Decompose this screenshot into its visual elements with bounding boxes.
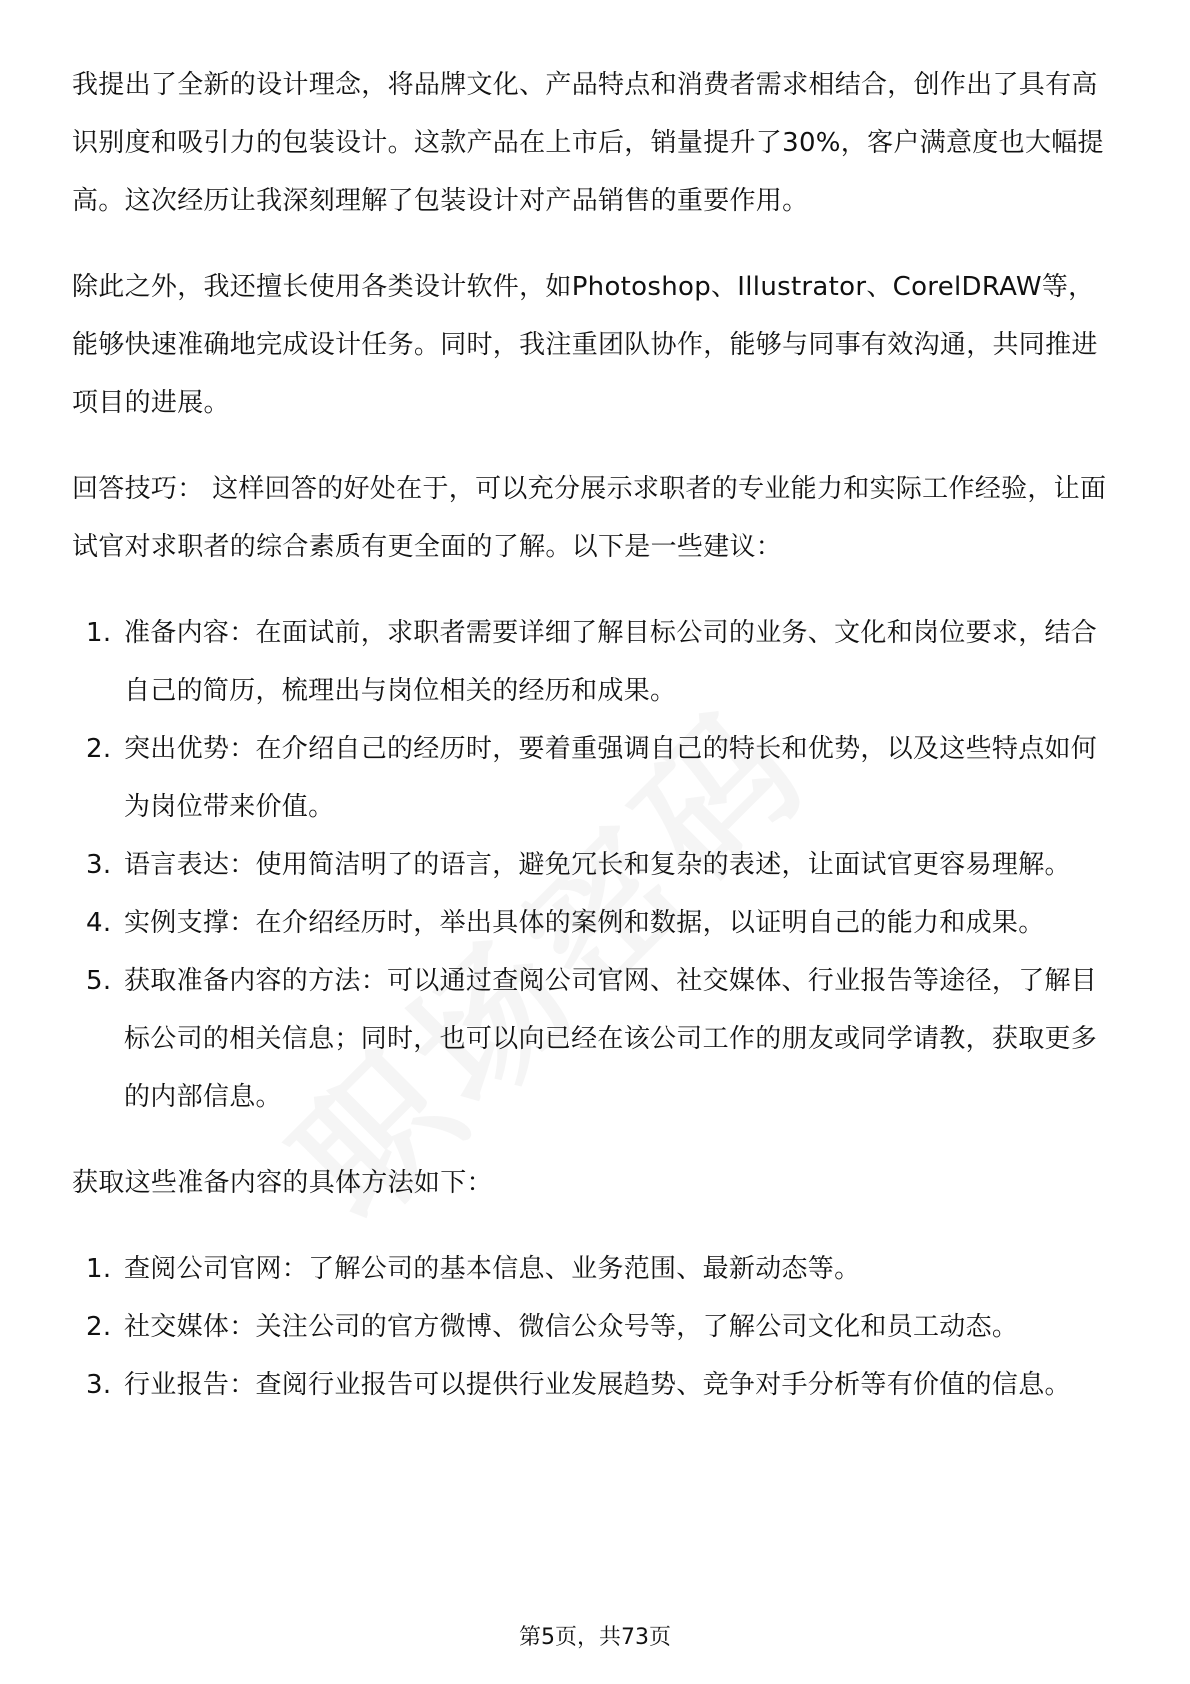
list-item xyxy=(72,1298,1118,1356)
list-item-text: 实例支撑：在介绍经历时，举出具体的案例和数据，以证明自己的能力和成果。 xyxy=(124,908,1045,938)
list-number: 3. xyxy=(86,1370,112,1400)
paragraph-methods-intro: 获取这些准备内容的具体方法如下： xyxy=(72,1168,493,1198)
list-item-text: 社交媒体：关注公司的官方微博、微信公众号等，了解公司文化和员工动态。 xyxy=(124,1312,1019,1342)
list-number: 1. xyxy=(86,1254,112,1284)
list-number: 1. xyxy=(86,618,112,648)
list-item xyxy=(72,720,1118,836)
methods-list xyxy=(72,1240,1118,1414)
list-item-text: 查阅公司官网：了解公司的基本信息、业务范围、最新动态等。 xyxy=(124,1254,861,1284)
list-number: 2. xyxy=(86,734,112,764)
paragraph-design-concept: 我提出了全新的设计理念，将品牌文化、产品特点和消费者需求相结合，创作出了具有高识别度和吸引力的包装设计。这款产品在上市后，销量提升了30%，客户满意度也大幅提高。这次经历让我深刻理解了包装设计对产品销售的重要作用。 xyxy=(72,70,1104,216)
list-item xyxy=(72,1240,1118,1298)
document-body xyxy=(72,56,1118,1442)
list-item-text: 突出优势：在介绍自己的经历时，要着重强调自己的特长和优势，以及这些特点如何为岗位带来价值。 xyxy=(124,734,1098,822)
list-item xyxy=(72,836,1118,894)
list-item-text: 准备内容：在面试前，求职者需要详细了解目标公司的业务、文化和岗位要求，结合自己的简历，梳理出与岗位相关的经历和成果。 xyxy=(124,618,1098,706)
page-number: 第5页，共73页 xyxy=(519,1625,671,1650)
list-item xyxy=(72,952,1118,1126)
list-item-text: 语言表达：使用简洁明了的语言，避免冗长和复杂的表述，让面试官更容易理解。 xyxy=(124,850,1071,880)
list-item xyxy=(72,1356,1118,1414)
suggestions-list xyxy=(72,604,1118,1126)
list-number: 3. xyxy=(86,850,112,880)
list-number: 2. xyxy=(86,1312,112,1342)
list-number: 5. xyxy=(86,966,112,996)
list-item-text: 行业报告：查阅行业报告可以提供行业发展趋势、竞争对手分析等有价值的信息。 xyxy=(124,1370,1071,1400)
paragraph-software-skills: 除此之外，我还擅长使用各类设计软件，如Photoshop、Illustrator、CorelDRAW等，能够快速准确地完成设计任务。同时，我注重团队协作，能够与同事有效沟通，共同推进项目的进展。 xyxy=(72,272,1098,418)
list-number: 4. xyxy=(86,908,112,938)
list-item-text: 获取准备内容的方法：可以通过查阅公司官网、社交媒体、行业报告等途径，了解目标公司的相关信息；同时，也可以向已经在该公司工作的朋友或同学请教，获取更多的内部信息。 xyxy=(124,966,1098,1112)
paragraph-answer-tips: 回答技巧： 这样回答的好处在于，可以充分展示求职者的专业能力和实际工作经验，让面试官对求职者的综合素质有更全面的了解。以下是一些建议： xyxy=(72,474,1107,562)
list-item xyxy=(72,604,1118,720)
list-item xyxy=(72,894,1118,952)
